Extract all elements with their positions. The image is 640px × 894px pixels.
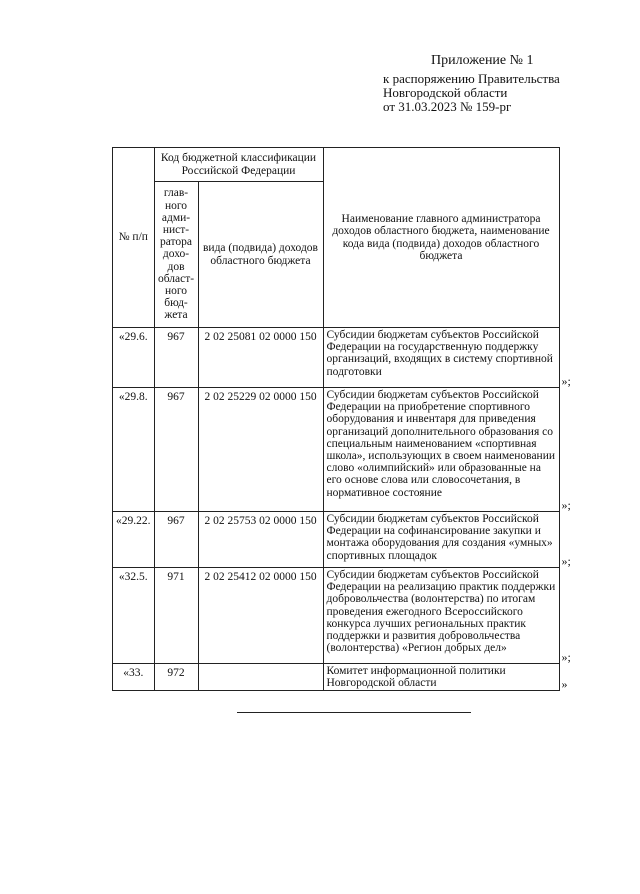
row-income-code: 2 02 25753 02 0000 150: [198, 512, 323, 568]
row-name: Комитет информационной политики Новгородской области: [323, 664, 559, 691]
row-income-code: 2 02 25081 02 0000 150: [198, 328, 323, 388]
column-header-admin-text: глав- ного адми- нист- ратора дохо- дов област- ного бюд- жета: [157, 187, 195, 322]
table-row: [113, 388, 560, 512]
row-name: Субсидии бюджетам субъектов Российской Федерации на софинансирование закупки и монтажа оборудования для создания «умных» спортивных площадок: [323, 512, 559, 568]
appendix-title: Приложение № 1: [431, 53, 534, 68]
row-income-code: [198, 664, 323, 691]
document-header: [383, 54, 560, 114]
row-number: «32.5.: [113, 568, 155, 664]
table-row: [113, 568, 560, 664]
budget-code-table: [112, 147, 560, 691]
row-closing-mark: »: [561, 676, 568, 691]
row-number: «29.6.: [113, 328, 155, 388]
row-number: «33.: [113, 664, 155, 691]
row-name: Субсидии бюджетам субъектов Российской Федерации на реализацию практик поддержки добровольчества (волонтерства) по итогам проведения ежегодного Всероссийского конкурса лучших региональных практик поддержки и развития добровольчества (волонтерства) «Регион добрых дел»: [323, 568, 559, 664]
table-row: [113, 512, 560, 568]
header-line-3: от 31.03.2023 № 159-рг: [383, 99, 512, 114]
row-name: Субсидии бюджетам субъектов Российской Федерации на приобретение спортивного оборудования и инвентаря для приведения организаций дополнительного образования со специальным наименованием «спортивная школа», использующих в своем наименовании слово «олимпийский» или образованные на его основе слова или словосочетания, в нормативное состояние: [323, 388, 559, 512]
row-admin-code: 967: [154, 512, 198, 568]
row-admin-code: 967: [154, 328, 198, 388]
row-number: «29.8.: [113, 388, 155, 512]
column-header-admin: [154, 182, 198, 328]
row-income-code: 2 02 25229 02 0000 150: [198, 388, 323, 512]
row-closing-mark: »;: [561, 497, 571, 512]
footer-rule: [237, 712, 471, 713]
header-line-2: Новгородской области: [383, 85, 508, 100]
column-header-name: Наименование главного администратора доходов областного бюджета, наименование кода вида (подвида) доходов областного бюджета: [323, 148, 559, 328]
table-row: [113, 664, 560, 691]
row-number: «29.22.: [113, 512, 155, 568]
row-admin-code: 972: [154, 664, 198, 691]
table-row: [113, 328, 560, 388]
row-closing-mark: »;: [561, 373, 571, 388]
column-header-kbk: Код бюджетной классификации Российской Федерации: [154, 148, 323, 182]
row-name: Субсидии бюджетам субъектов Российской Федерации на государственную поддержку организаций, входящих в систему спортивной подготовки: [323, 328, 559, 388]
column-header-number: № п/п: [113, 148, 155, 328]
row-closing-mark: »;: [561, 649, 571, 664]
row-income-code: 2 02 25412 02 0000 150: [198, 568, 323, 664]
column-header-code: вида (подвида) доходов областного бюджета: [198, 182, 323, 328]
row-admin-code: 971: [154, 568, 198, 664]
header-line-1: к распоряжению Правительства: [383, 71, 560, 86]
row-closing-mark: »;: [561, 553, 571, 568]
row-admin-code: 967: [154, 388, 198, 512]
